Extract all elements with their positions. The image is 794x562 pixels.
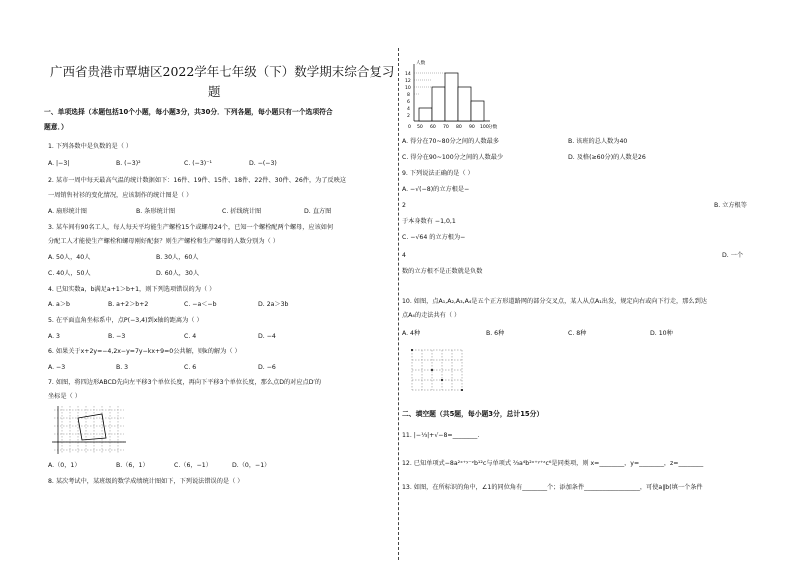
q8-histogram: [402, 58, 512, 130]
hist-xtick-80: 80: [456, 125, 462, 130]
q5-option-c: C. 4: [184, 333, 197, 340]
q4-option-b: B. a+2＞b+2: [108, 301, 149, 308]
q3-option-c: C. 40人，50人: [48, 270, 91, 277]
q6-option-b: B. 3: [116, 364, 129, 371]
q3-option-b: B. 30人，60人: [156, 254, 199, 261]
q9-option-c-value: 4: [402, 252, 406, 259]
q10-option-c: C. 8种: [568, 330, 587, 337]
q3-option-a: A. 50人，40人: [48, 254, 91, 261]
q3-stem: 3. 某车间有90名工人，每人每天平均能生产螺栓15个或螺母24个，已知一个螺栓配两个螺母，应该如何: [48, 224, 334, 231]
q2-option-c: C. 折线统计图: [222, 208, 262, 215]
q10-grid-figure: [406, 342, 470, 400]
q3-stem-cont: 分配工人才能使生产螺栓和螺母刚好配套？则生产螺栓和生产螺母的人数分别为（ ）: [48, 238, 279, 245]
q5-option-b: B. −3: [108, 333, 126, 340]
q5-option-a: A. 3: [48, 333, 60, 340]
hist-xlabel: 分数: [488, 125, 498, 130]
q6-stem: 6. 如果关于x+2y=−4,2x−y=7y−kx+9=0公共解，则k的解为（ ）: [48, 348, 241, 355]
q2-option-a: A. 扇形统计图: [48, 208, 87, 215]
q9-option-d-cont: 数的立方根不是正数就是负数: [402, 268, 483, 275]
q10-option-a: A. 4种: [402, 330, 421, 337]
q4-option-a: A. a＞b: [48, 301, 70, 308]
hist-ytick-2: 2: [407, 114, 410, 119]
hist-bar-90-100: [471, 101, 484, 121]
q6-option-d: D. −6: [258, 364, 276, 371]
hist-xtick-100: 100: [480, 125, 489, 130]
hist-bar-80-90: [458, 87, 471, 121]
q6-option-a: A. −3: [48, 364, 66, 371]
section1-heading-cont: 题意．）: [44, 123, 68, 131]
q4-stem: 4. 已知实数a，b满足a+1＞b+1，则下列选项错误的为（ ）: [48, 286, 216, 293]
hist-ytick-6: 6: [407, 100, 410, 105]
q5-stem: 5. 在平面直角坐标系中，点P(−3,4)到x轴的距离为（ ）: [48, 317, 203, 324]
hist-bar-60-70: [432, 87, 445, 121]
hist-ylabel: 人数: [416, 61, 426, 66]
page-title-cont: 题: [208, 84, 221, 99]
q7-option-c: C.（6，−1）: [174, 462, 212, 469]
q7-grid-figure: [48, 404, 130, 456]
q8-option-c: C. 得分在90~100分之间的人数最少: [402, 154, 504, 161]
hist-xtick-60: 60: [430, 125, 436, 130]
q2-option-b: B. 条形统计图: [136, 208, 176, 215]
q9-option-b-cont: 于本身数有 −1,0,1: [402, 218, 456, 225]
q9-option-a: A. −√(−8)的立方根是−: [402, 186, 470, 193]
q1-option-d: D. −(−3): [249, 160, 277, 167]
q7-stem: 7. 如图，将四边形ABCD先向左平移3个单位长度，再向下平移3个单位长度，那么点D的对应点D′的: [48, 379, 322, 386]
q3-option-d: D. 60人，30人: [156, 270, 200, 277]
hist-bar-70-80: [445, 73, 458, 121]
hist-xtick-0: 0: [408, 125, 411, 130]
q10-stem-cont: 点A₄的走法共有（ ）: [402, 312, 461, 319]
q8-stem: 8. 某次考试中，某班级的数学成绩统计图如下，下列说法错误的是（ ）: [48, 478, 244, 485]
q9-option-c: C. −√64 的立方根为−: [402, 234, 466, 241]
section1-heading: 一、单项选择（本题包括10个小题，每小题3分，共30分．下列各题，每小题只有一个选项符合: [44, 108, 333, 116]
q4-option-c: C. −a＜−b: [184, 301, 217, 308]
q9-option-b: B. 立方根等: [714, 202, 747, 209]
q1-stem: 1. 下列各数中是负数的是（ ）: [48, 143, 133, 150]
q7-option-a: A.（0，1）: [48, 462, 81, 469]
q9-stem: 9. 下列说法正确的是（ ）: [402, 170, 474, 177]
hist-xtick-90: 90: [469, 125, 475, 130]
hist-ytick-4: 4: [407, 107, 410, 112]
q6-option-c: C. 6: [184, 364, 197, 371]
q10-stem: 10. 如图，点A₁,A₂,A₃,A₄是五个正方形道路网的部分交叉点，某人从点A₁出发，规定向右或向下行走，那么到达: [402, 298, 707, 305]
q7-option-d: D.（0，−1）: [232, 462, 271, 469]
q8-option-d: D. 及格(≥60分)的人数是26: [568, 154, 646, 161]
q2-stem: 2. 某市一周中每天最高气温的统计数据如下：16件、19件、15件、18件、22件、30件、26件，为了反映这: [48, 177, 347, 184]
q9-option-a-value: 2: [402, 202, 406, 209]
q1-option-b: B. (−3)²: [116, 160, 141, 167]
q13-text: 13. 如图，在所标识的角中，∠1的同位角有________个；添加条件__________________，可使a∥b(填一个条件: [402, 484, 703, 491]
hist-ytick-14: 14: [405, 72, 411, 77]
section2-heading: 二、填空题（共5题，每小题3分，总计15分）: [402, 410, 544, 418]
q5-option-d: D. −4: [258, 333, 276, 340]
q10-option-b: B. 6种: [486, 330, 505, 337]
q8-option-a: A. 得分在70~80分之间的人数最多: [402, 138, 500, 145]
q1-option-c: C. (−3)⁻¹: [184, 160, 212, 167]
page-title: 广西省贵港市覃塘区2022学年七年级（下）数学期末综合复习: [50, 64, 395, 79]
q2-option-d: D. 直方图: [304, 208, 332, 215]
q10-option-d: D. 10种: [650, 330, 673, 337]
q1-option-a: A. |−3|: [48, 160, 70, 167]
hist-ytick-8: 8: [407, 93, 410, 98]
q11-text: 11. |−⅓|+√−8=________.: [402, 432, 480, 439]
q9-option-d: D. 一个: [722, 252, 744, 259]
hist-ytick-12: 12: [405, 79, 411, 84]
q2-stem-cont: 一周销售衬衫的变化情况，应该制作的统计图是（ ）: [48, 192, 193, 199]
q8-option-b: B. 该班的总人数为40: [568, 138, 628, 145]
q7-option-b: B.（6，1）: [116, 462, 149, 469]
column-divider: [398, 48, 399, 560]
q12-text: 12. 已知单项式−8a²ˣ⁺ʸ⁻ᶻb¹²c与单项式 ⅔a⁴b²ˣ⁺ʸ⁺ᶻc⁶是同类项，则 x=________，y=________，z=________: [402, 460, 704, 467]
hist-bar-50-60: [419, 108, 432, 121]
hist-xtick-70: 70: [443, 125, 449, 130]
q4-option-d: D. 2a＞3b: [258, 301, 289, 308]
hist-xtick-50: 50: [417, 125, 423, 130]
q7-stem-cont: 坐标是（ ）: [48, 393, 81, 400]
hist-ytick-10: 10: [405, 86, 411, 91]
